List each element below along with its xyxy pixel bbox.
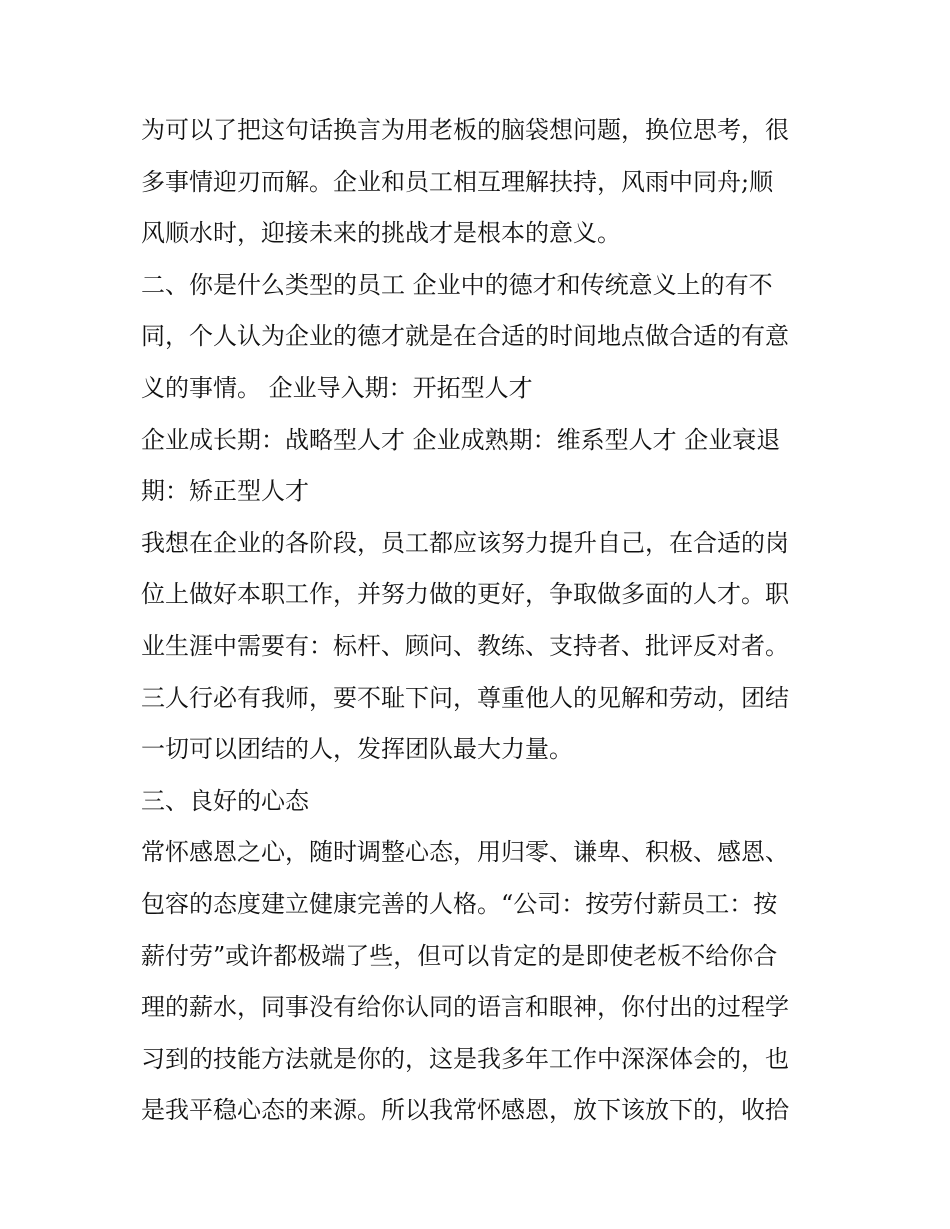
text-line: 多事情迎刃而解。企业和员工相互理解扶持，风雨中同舟;顺 [141,167,774,196]
text-line: 包容的态度建立健康完善的人格。“公司：按劳付薪员工：按 [141,889,778,918]
text-line: 位上做好本职工作，并努力做的更好，争取做多面的人才。职 [141,580,789,609]
document-body [141,105,816,1137]
text-line: 习到的技能方法就是你的，这是我多年工作中深深体会的，也 [141,1044,789,1073]
text-line: 三人行必有我师，要不耻下问，尊重他人的见解和劳动，团结 [141,683,789,712]
text-line: 同，个人认为企业的德才就是在合适的时间地点做合适的有意 [141,322,789,351]
text-line: 常怀感恩之心，随时调整心态，用归零、谦卑、积极、感恩、 [141,838,789,867]
text-line: 理的薪水，同事没有给你认同的语言和眼神，你付出的过程学 [141,993,789,1022]
text-line: 一切可以团结的人，发挥团队最大力量。 [141,735,573,764]
text-line: 是我平稳心态的来源。所以我常怀感恩，放下该放下的，收拾 [141,1096,789,1125]
text-line: 风顺水时，迎接未来的挑战才是根本的意义。 [141,219,621,248]
text-line: 期：矫正型人才 [141,477,309,506]
text-line: 薪付劳”或许都极端了些，但可以肯定的是即使老板不给你合 [141,941,778,970]
text-line: 为可以了把这句话换言为用老板的脑袋想问题，换位思考，很 [141,116,789,144]
section-heading-line: 二、你是什么类型的员工 企业中的德才和传统意义上的有不 [141,270,773,299]
text-line: 义的事情。 企业导入期：开拓型人才 [141,373,533,402]
section-heading-line: 三、良好的心态 [141,786,309,815]
text-line: 企业成长期：战略型人才 企业成熟期：维系型人才 企业衰退 [141,425,781,454]
text-line: 业生涯中需要有：标杆、顾问、教练、支持者、批评反对者。 [141,631,789,660]
text-line: 我想在企业的各阶段，员工都应该努力提升自己，在合适的岗 [141,528,789,557]
